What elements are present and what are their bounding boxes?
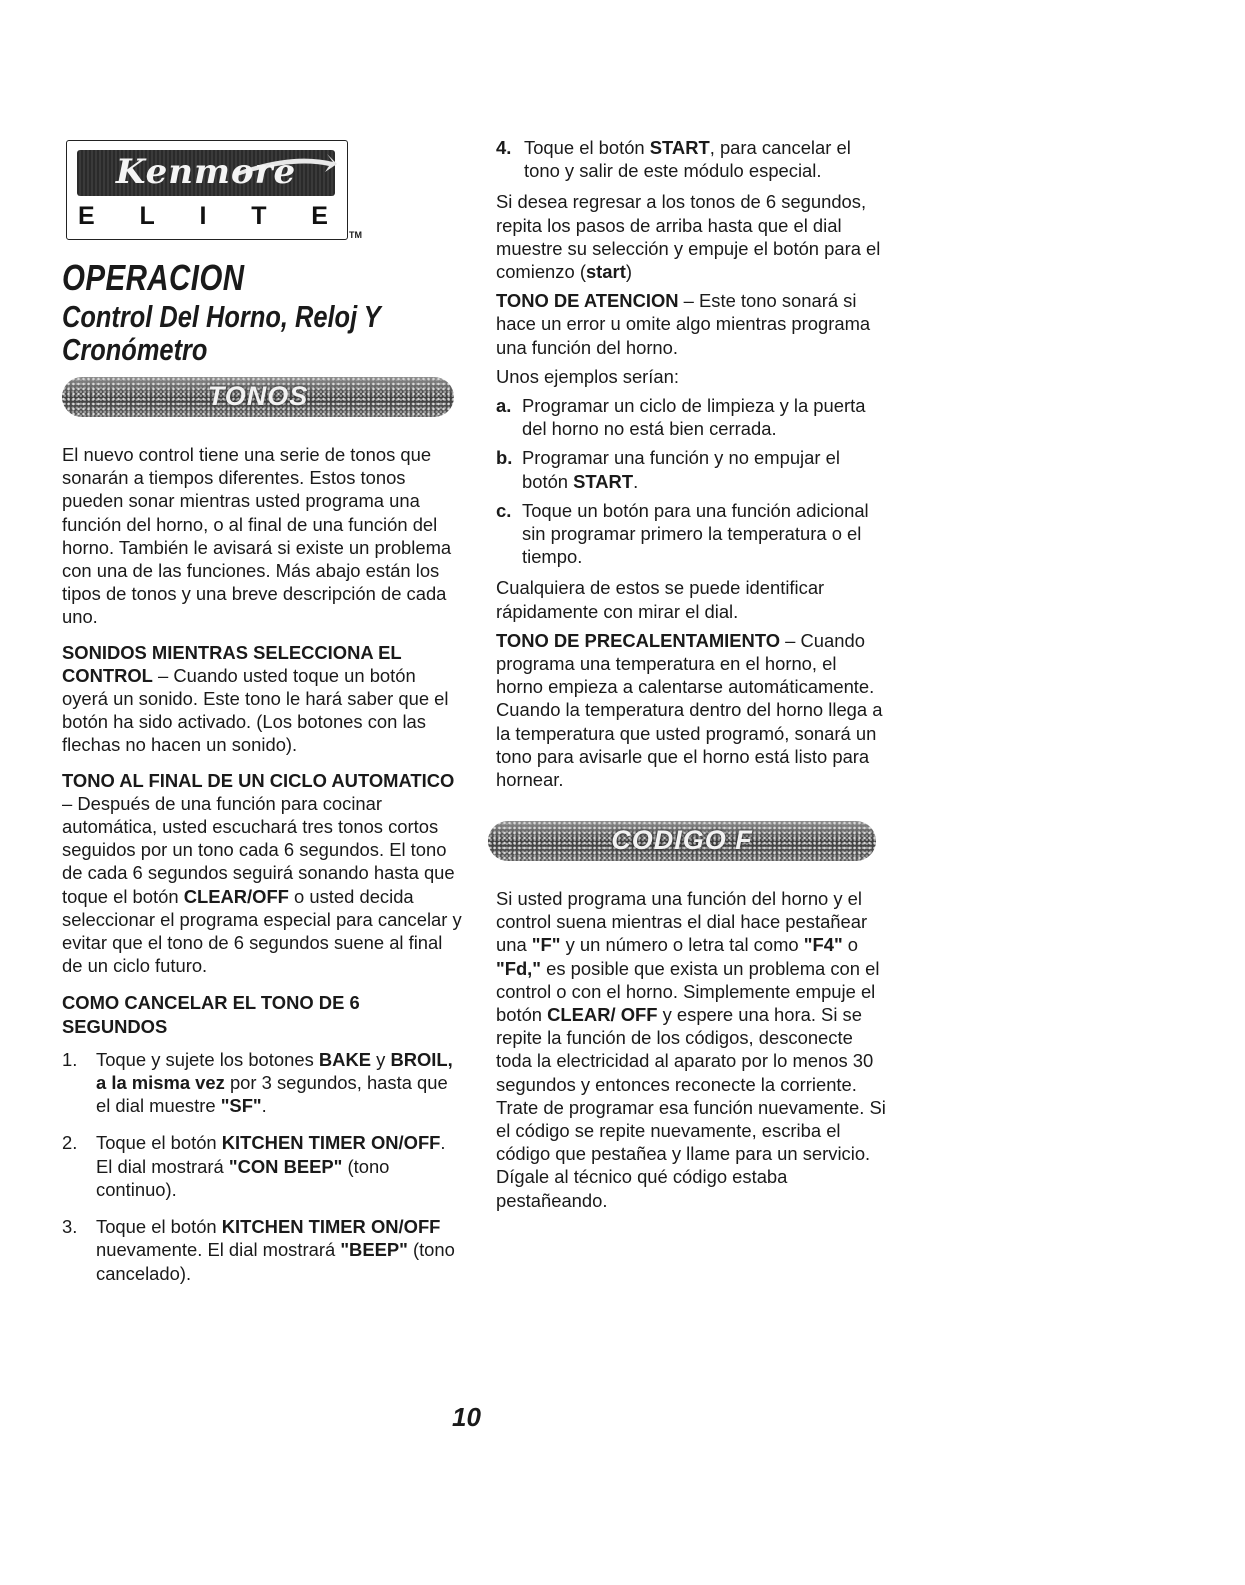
page-subtitle: Control Del Horno, Reloj Y Cronómetro: [62, 299, 381, 367]
con-beep-label: "CON BEEP": [228, 1155, 343, 1177]
clear-off-label: CLEAR/ OFF: [547, 1004, 658, 1026]
codigo-banner-label: CODIGO F: [611, 825, 753, 855]
section-heading: TONO DE PRECALENTAMIENTO: [496, 629, 781, 651]
logo-letter: E: [311, 202, 328, 230]
step-text: Toque y sujete los botones: [96, 1048, 319, 1070]
step-text: Toque el botón: [524, 137, 650, 158]
step-number: 2.: [62, 1132, 78, 1154]
step-3: [62, 1215, 462, 1285]
kitchen-timer-label: KITCHEN TIMER ON/OFF: [221, 1132, 441, 1154]
step-text: (tono cancelado).: [96, 1239, 455, 1284]
example-text: Programar un ciclo de limpieza y la puerta del horno no está bien cerrada.: [522, 395, 866, 440]
paragraph-text: ): [625, 261, 632, 283]
example-text: Toque un botón para una función adicional sin programar primero la temperatura o el tiempo.: [522, 499, 869, 568]
kitchen-timer-label: KITCHEN TIMER ON/OFF: [221, 1216, 441, 1238]
example-text: .: [633, 470, 639, 492]
bake-label: BAKE: [318, 1048, 372, 1070]
section-text: – Cuando usted toque un botón oyerá un sonido. Este tono le hará saber que el botón ha sido activado. (Los botones con las flechas no hacen un sonido).: [62, 664, 449, 756]
clear-off-label: CLEAR/OFF: [183, 885, 289, 907]
left-column: [62, 443, 462, 1285]
right-column: [496, 136, 888, 791]
step-2: [62, 1131, 462, 1201]
paragraph-text: y un número o letra tal como: [560, 934, 804, 956]
start-label: start: [585, 261, 626, 283]
step-text: por 3 segundos, hasta que el dial muestre: [96, 1072, 448, 1117]
section-atencion: [496, 289, 888, 359]
step-4: [496, 136, 888, 182]
kenmore-elite-logo: [66, 140, 362, 240]
examples-intro: Unos ejemplos serían:: [496, 365, 679, 387]
step-text: . El dial mostrará: [96, 1132, 446, 1177]
example-b: [496, 446, 888, 492]
step-number: 4.: [496, 137, 512, 158]
trademark: TM: [349, 230, 362, 240]
page-title: OPERACION: [62, 257, 245, 298]
step-text: .: [261, 1095, 267, 1117]
tonos-banner-label: TONOS: [207, 381, 309, 411]
section-sonidos: [62, 641, 462, 757]
example-c: [496, 499, 888, 569]
broil-label: BROIL, a la misma vez: [96, 1048, 453, 1094]
tonos-banner: [62, 377, 454, 417]
step-text: y: [371, 1048, 391, 1070]
section-heading: SONIDOS MIENTRAS SELECCIONA EL CONTROL: [62, 641, 402, 686]
page-number: 10: [452, 1402, 481, 1432]
step-1: [62, 1048, 462, 1118]
example-letter: a.: [496, 395, 512, 417]
logo-brand: Kenmore: [115, 152, 297, 192]
codigo-paragraph: [496, 887, 888, 1212]
beep-label: "BEEP": [340, 1239, 408, 1261]
codigo-section: [496, 887, 888, 1212]
fd-code-label: "Fd,": [496, 957, 542, 979]
paragraph-text: Si desea regresar a los tonos de 6 segundos, repita los pasos de arriba hasta que el dial muestre su selección y empuje el botón para el comienzo (: [496, 191, 881, 283]
logo-letter: E: [78, 202, 95, 230]
logo-letter: T: [251, 202, 267, 230]
section-heading: TONO AL FINAL DE UN CICLO AUTOMATICO: [62, 769, 455, 791]
step-text: nuevamente. El dial mostrará: [96, 1239, 341, 1261]
logo-letter: I: [199, 202, 207, 230]
f4-code-label: "F4": [803, 934, 843, 956]
section-precalentamiento: [496, 629, 888, 791]
logo-band: [77, 150, 335, 196]
sf-label: "SF": [220, 1095, 262, 1117]
section-final-ciclo: [62, 769, 462, 978]
identify-paragraph: Cualquiera de estos se puede identificar rápidamente con mirar el dial.: [496, 577, 825, 622]
paragraph-text: Si usted programa una función del horno y el control suena mientras el dial hace pestañear una: [496, 888, 868, 956]
section-heading: TONO DE ATENCION: [496, 290, 679, 312]
section-text: – Después de una función para cocinar automática, usted escuchará tres tonos cortos seguidos por un tono cada 6 segundos. El tono de cada 6 segundos seguirá sonando hasta que toque el botón: [62, 792, 455, 907]
section-text: – Cuando programa una temperatura en el horno, el horno empieza a calentarse automáticamente. Cuando la temperatura dentro del horno llega a la temperatura que usted programó, sonará un tono para avisarle que el horno está listo para hornear.: [496, 629, 883, 791]
step-text: Toque el botón: [96, 1132, 222, 1154]
example-text: Programar una función y no empujar el botón: [522, 447, 840, 492]
intro-paragraph: El nuevo control tiene una serie de tonos que sonarán a tiempos diferentes. Estos tonos pueden sonar mientras usted programa una función del horno, o al final de una función del horno. También le avisará si existe un problema con una de las funciones. Más abajo están los tipos de tonos y una breve descripción de cada uno.: [62, 444, 452, 628]
logo-letter: L: [139, 202, 155, 230]
logo-elite: [78, 202, 328, 231]
step-number: 3.: [62, 1216, 78, 1238]
paragraph-text: y espere una hora. Si se repite la función de los códigos, desconecte toda la electricidad al aparato por lo menos 30 segundos y entonces reconecte la corriente. Trate de programar esa función nuevamente. Si el código se repite nuevamente, escriba el código que pestañea y llame para un servicio. Dígale al técnico qué código estaba pestañeando.: [496, 1004, 886, 1211]
start-label: START: [573, 470, 634, 492]
return-paragraph: [496, 190, 888, 283]
paragraph-text: o: [842, 934, 859, 956]
codigo-banner: [488, 821, 876, 861]
start-label: START: [649, 137, 710, 158]
step-number: 1.: [62, 1048, 78, 1070]
section-text: – Este tono sonará si hace un error u omite algo mientras programa una función del horno.: [496, 290, 871, 358]
example-letter: c.: [496, 499, 512, 521]
f-code-label: "F": [531, 934, 561, 956]
section-text: o usted decida seleccionar el programa especial para cancelar y evitar que el tono de 6 segundos suene al final de un ciclo futuro.: [62, 885, 462, 977]
step-text: Toque el botón: [96, 1216, 222, 1238]
example-letter: b.: [496, 447, 513, 469]
step-text: , para cancelar el tono y salir de este módulo especial.: [524, 137, 851, 182]
step-text: (tono continuo).: [96, 1155, 390, 1200]
section-cancelar-heading: COMO CANCELAR EL TONO DE 6 SEGUNDOS: [62, 992, 360, 1037]
paragraph-text: es posible que exista un problema con el control o con el horno. Simplemente empuje el botón: [496, 957, 880, 1026]
example-a: [496, 394, 888, 440]
